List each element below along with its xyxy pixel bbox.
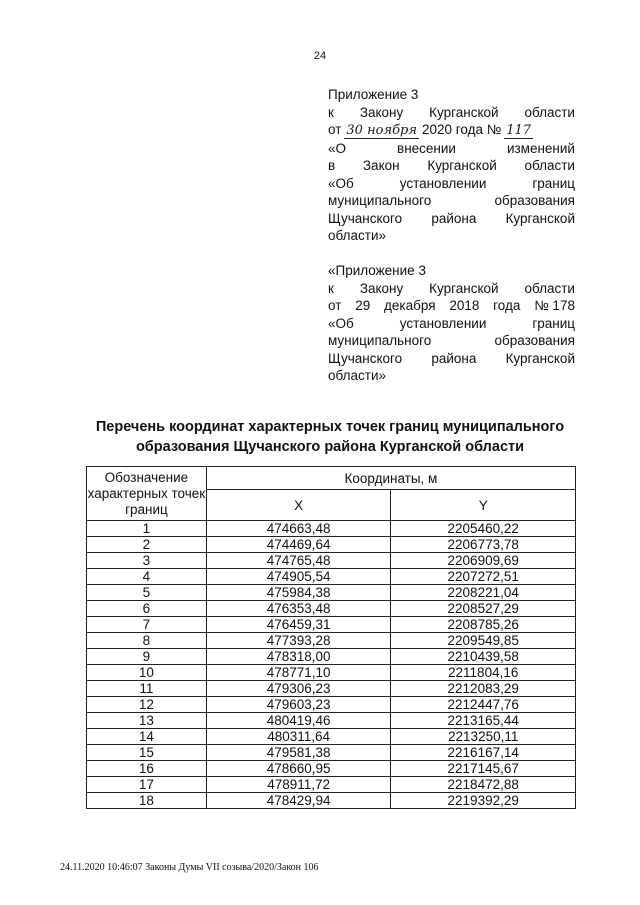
annex-date-line (328, 297, 575, 315)
y-cell: 2216167,14 (391, 745, 576, 761)
x-cell: 479306,23 (206, 681, 391, 697)
y-cell: 2213250,11 (391, 729, 576, 745)
table-row (87, 521, 576, 537)
point-number-cell: 2 (87, 537, 207, 553)
y-cell: 2212447,76 (391, 697, 576, 713)
point-number-cell: 7 (87, 617, 207, 633)
table-row (87, 793, 576, 809)
point-number-cell: 3 (87, 553, 207, 569)
word: Закону (359, 280, 404, 296)
word: установлении (399, 315, 487, 331)
word: Курганской (427, 158, 497, 173)
annex-about-line (328, 140, 575, 158)
table-row (87, 617, 576, 633)
word: района (431, 210, 477, 226)
y-cell: 2206773,78 (391, 537, 576, 553)
point-number-cell: 6 (87, 601, 207, 617)
table-row (87, 665, 576, 681)
table-body (87, 521, 576, 809)
annex-previous (328, 262, 575, 385)
x-cell: 478318,00 (206, 649, 391, 665)
y-cell: 2219392,29 (391, 793, 576, 809)
y-cell: 2210439,58 (391, 649, 576, 665)
table-row (87, 745, 576, 761)
y-cell: 2217145,67 (391, 761, 576, 777)
y-cell: 2208221,04 (391, 585, 576, 601)
header-x: X (206, 490, 391, 521)
table-row (87, 585, 576, 601)
table-row (87, 569, 576, 585)
point-number-cell: 13 (87, 713, 207, 729)
point-number-cell: 11 (87, 681, 207, 697)
annex-to-law (328, 280, 575, 298)
y-cell: 2211804,16 (391, 665, 576, 681)
point-number-cell: 9 (87, 649, 207, 665)
x-cell: 478771,10 (206, 665, 391, 681)
word: «Об (328, 315, 354, 331)
annex-current (328, 86, 575, 245)
table-row (87, 553, 576, 569)
annex-municipal-line (328, 332, 575, 350)
word: границ (532, 175, 575, 191)
word: внесении (397, 140, 456, 156)
annex-title: «Приложение 3 (328, 263, 426, 278)
word: декабря (384, 298, 436, 313)
word: от (328, 298, 342, 313)
word: Щучанского (328, 210, 403, 226)
date-suffix: 2020 года № (421, 122, 502, 137)
word: «О (328, 140, 347, 156)
point-number-cell: 10 (87, 665, 207, 681)
table-row (87, 729, 576, 745)
header-point-name: Обозначение характерных точек границ (87, 467, 207, 521)
word: образования (494, 193, 575, 208)
x-cell: 474765,48 (206, 553, 391, 569)
word: Курганской (505, 350, 575, 366)
y-cell: 2212083,29 (391, 681, 576, 697)
table-row (87, 777, 576, 793)
footer-stamp: 24.11.2020 10:46:07 Законы Думы VII созыва/2020/Закон 106 (60, 862, 319, 873)
word: Закон (362, 158, 400, 173)
annex-establish-line (328, 175, 575, 193)
word: изменений (506, 140, 575, 156)
header-coordinates: Координаты, м (206, 467, 575, 490)
annex-end-line: области» (328, 228, 387, 243)
x-cell: 476459,31 (206, 617, 391, 633)
word: в (328, 158, 336, 173)
point-number-cell: 15 (87, 745, 207, 761)
point-number-cell: 4 (87, 569, 207, 585)
word: образования (494, 333, 575, 348)
word: 2018 (449, 298, 480, 313)
annex-municipal-line (328, 192, 575, 210)
point-number-cell: 17 (87, 777, 207, 793)
annex-law-line (328, 157, 575, 175)
point-number-cell: 8 (87, 633, 207, 649)
x-cell: 477393,28 (206, 633, 391, 649)
y-cell: 2208785,26 (391, 617, 576, 633)
point-number-cell: 14 (87, 729, 207, 745)
word: Курганской (429, 104, 499, 120)
table-row (87, 601, 576, 617)
y-cell: 2205460,22 (391, 521, 576, 537)
title-line: образования Щучанского района Курганской области (135, 439, 525, 455)
y-cell: 2208527,29 (391, 601, 576, 617)
word: области (524, 280, 575, 296)
y-cell: 2206909,69 (391, 553, 576, 569)
annex-date-line (328, 121, 575, 140)
date-prefix: от (328, 122, 342, 137)
x-cell: 479603,23 (206, 697, 391, 713)
x-cell: 476353,48 (206, 601, 391, 617)
word: № 178 (534, 298, 575, 313)
title-line: Перечень координат характерных точек границ муниципального (95, 419, 565, 435)
header-y: Y (391, 490, 576, 521)
document-title (60, 417, 600, 457)
x-cell: 478660,95 (206, 761, 391, 777)
annex-district-line (328, 210, 575, 228)
word: «Об (328, 175, 354, 191)
table-row (87, 681, 576, 697)
page-number: 24 (313, 50, 327, 62)
y-cell: 2207272,51 (391, 569, 576, 585)
word: границ (532, 315, 575, 331)
word: установлении (399, 175, 487, 191)
word: 29 (355, 298, 371, 313)
word: района (431, 350, 477, 366)
word: Щучанского (328, 350, 403, 366)
word: муниципального (328, 193, 432, 208)
table-row (87, 761, 576, 777)
x-cell: 475984,38 (206, 585, 391, 601)
word: года (493, 298, 521, 313)
coordinates-table (86, 466, 576, 809)
x-cell: 479581,38 (206, 745, 391, 761)
table-row (87, 649, 576, 665)
y-cell: 2213165,44 (391, 713, 576, 729)
word: муниципального (328, 333, 432, 348)
point-number-cell: 18 (87, 793, 207, 809)
point-number-cell: 1 (87, 521, 207, 537)
annex-to-law (328, 104, 575, 122)
x-cell: 480311,64 (206, 729, 391, 745)
x-cell: 480419,46 (206, 713, 391, 729)
table-row (87, 713, 576, 729)
annex-district-line (328, 350, 575, 368)
x-cell: 478911,72 (206, 777, 391, 793)
handwritten-date: 30 ноября (346, 123, 417, 138)
point-number-cell: 5 (87, 585, 207, 601)
annex-end-line: области» (328, 368, 387, 383)
word: Курганской (505, 210, 575, 226)
table-row (87, 633, 576, 649)
table-row (87, 537, 576, 553)
point-number-cell: 16 (87, 761, 207, 777)
point-number-cell: 12 (87, 697, 207, 713)
x-cell: 474469,64 (206, 537, 391, 553)
word: к (328, 104, 334, 120)
annex-title: Приложение 3 (328, 87, 419, 102)
y-cell: 2218472,88 (391, 777, 576, 793)
x-cell: 474905,54 (206, 569, 391, 585)
word: области (524, 104, 575, 120)
word: Курганской (429, 280, 499, 296)
y-cell: 2209549,85 (391, 633, 576, 649)
word: к (328, 280, 334, 296)
table-row (87, 697, 576, 713)
handwritten-number: 117 (506, 123, 532, 138)
x-cell: 474663,48 (206, 521, 391, 537)
annex-establish-line (328, 315, 575, 333)
word: Закону (359, 104, 404, 120)
x-cell: 478429,94 (206, 793, 391, 809)
word: области (524, 158, 575, 173)
